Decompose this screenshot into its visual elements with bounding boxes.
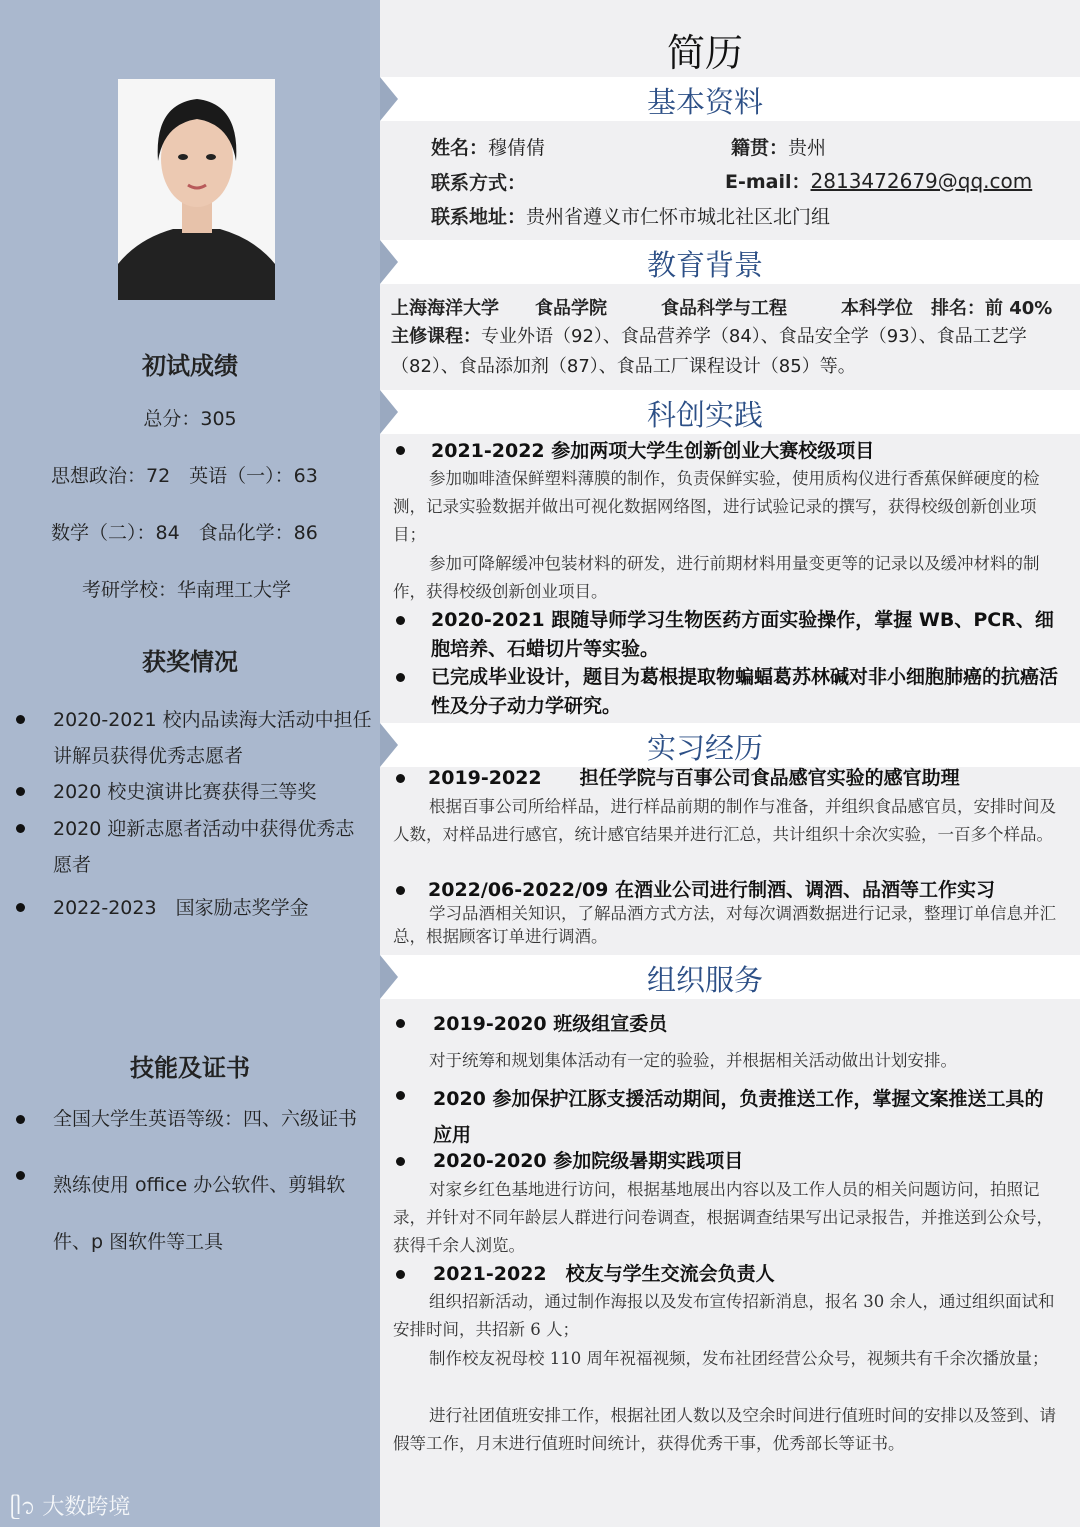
internship-desc-2: 学习品酒相关知识，了解品酒方式方法，对每次调酒数据进行记录，整理订单信息并汇总，根据顾客订单进行调酒。 (393, 904, 1056, 946)
exam-heading: 初试成绩 (142, 352, 238, 380)
portrait-illustration (118, 79, 275, 300)
service-desc-4a: 组织招新活动，通过制作海报以及发布宣传招新消息，报名 30 余人，通过组织面试和安排时间，共招新 6 人； (393, 1292, 1055, 1339)
skill-item: 熟练使用 office 办公软件、剪辑软件、p 图软件等工具 (53, 1174, 346, 1253)
education-courses (391, 322, 1071, 382)
award-item: 2020 校史演讲比赛获得三等奖 (53, 781, 317, 803)
service-item-2: 2020 参加保护江豚支援活动期间，负责推送工作，掌握文案推送工具的应用 (433, 1088, 1044, 1146)
internship-desc-1: 根据百事公司所给样品，进行样品前期的制作与准备，并组织食品感官员，安排时间及人数，对样品进行感官，统计感官结果并进行汇总，共计组织十余次实验，一百多个样品。 (393, 797, 1056, 844)
courses-value: 专业外语（92）、食品营养学（84）、食品安全学（93）、食品工艺学（82）、食品添加剂（87）、食品工厂课程设计（85）等。 (391, 326, 1027, 377)
research-desc-1: 参加咖啡渣保鲜塑料薄膜的制作，负责保鲜实验，使用质构仪进行香蕉保鲜硬度的检测，记录实验数据并做出可视化数据网络图，进行试验记录的撰写，获得校级创新创业项目； (393, 469, 1040, 544)
bullet-icon (396, 1091, 405, 1100)
research-item-2: 2020-2021 跟随导师学习生物医药方面实验操作，掌握 WB、PCR、细胞培养、石蜡切片等实验。 (431, 609, 1054, 660)
email-link[interactable]: 2813472679@qq.com (810, 169, 1033, 193)
bullet-icon (16, 1171, 25, 1180)
service-desc-4c: 进行社团值班安排工作，根据社团人数以及空余时间进行值班时间的安排以及签到、请假等工作，月末进行值班时间统计，获得优秀干事，优秀部长等证书。 (393, 1406, 1056, 1453)
email-row (725, 167, 1032, 194)
sidebar (0, 0, 380, 1527)
internship-item-1: 2019-2022 担任学院与百事公司食品感官实验的感官助理 (428, 767, 960, 789)
awards-heading: 获奖情况 (142, 648, 238, 676)
bullet-icon (396, 1270, 405, 1279)
research-item-1: 2021-2022 参加两项大学生创新创业大赛校级项目 (431, 440, 875, 462)
bullet-icon (396, 1157, 405, 1166)
profile-photo (118, 79, 275, 300)
origin-value: 贵州 (788, 137, 827, 159)
internship-heading: 实习经历 (646, 731, 763, 765)
service-item-4: 2021-2022 校友与学生交流会负责人 (433, 1263, 775, 1285)
watermark-text: 大数跨境 (42, 1495, 131, 1520)
watermark-logo-icon: ᥫ᭡ (10, 1495, 36, 1520)
bullet-icon (396, 774, 405, 783)
address-value: 贵州省遵义市仁怀市城北社区北门组 (526, 206, 831, 228)
bullet-icon (396, 1019, 405, 1028)
bullet-icon (396, 446, 405, 455)
origin-label: 籍贯： (731, 137, 789, 159)
service-item-3: 2020-2020 参加院级暑期实践项目 (433, 1150, 744, 1172)
education-heading: 教育背景 (646, 248, 763, 282)
address-row (431, 202, 830, 229)
name-label: 姓名： (431, 137, 489, 159)
name-value: 穆倩倩 (488, 137, 546, 159)
contact-row (431, 168, 526, 195)
contact-label: 联系方式： (431, 172, 527, 194)
skills-heading: 技能及证书 (130, 1054, 250, 1082)
exam-total: 总分：305 (143, 408, 237, 430)
skill-item: 全国大学生英语等级：四、六级证书 (53, 1108, 358, 1130)
service-item-1: 2019-2020 班级组宣委员 (433, 1013, 668, 1035)
award-item: 2022-2023 国家励志奖学金 (53, 897, 309, 919)
address-label: 联系地址： (431, 206, 527, 228)
resume-title: 简历 (666, 31, 743, 75)
bullet-icon (396, 886, 405, 895)
service-desc-4b: 制作校友祝母校 110 周年祝福视频，发布社团经营公众号，视频共有千余次播放量； (429, 1349, 1049, 1368)
exam-school: 考研学校：华南理工大学 (82, 579, 292, 601)
name-row (431, 133, 545, 160)
education-summary: 上海海洋大学 食品学院 食品科学与工程 本科学位 排名：前 40% (391, 298, 1053, 319)
bullet-icon (396, 673, 405, 682)
watermark (10, 1490, 130, 1530)
basic-heading: 基本资料 (646, 85, 763, 119)
internship-item-2: 2022/06-2022/09 在酒业公司进行制酒、调酒、品酒等工作实习 (428, 879, 996, 901)
award-item: 2020 迎新志愿者活动中获得优秀志愿者 (53, 818, 355, 876)
bullet-icon (16, 824, 25, 833)
service-desc-1: 对于统筹和规划集体活动有一定的验验，并根据相关活动做出计划安排。 (429, 1051, 957, 1070)
research-heading: 科创实践 (646, 398, 763, 432)
bullet-icon (16, 903, 25, 912)
exam-scores-2: 数学（二）：84 食品化学：86 (51, 522, 318, 544)
bullet-icon (16, 787, 25, 796)
research-desc-2: 参加可降解缓冲包装材料的研发，进行前期材料用量变更等的记录以及缓冲材料的制作，获得校级创新创业项目。 (393, 554, 1040, 601)
exam-scores-1: 思想政治：72 英语（一）：63 (51, 465, 318, 487)
research-item-3: 已完成毕业设计，题目为葛根提取物蝙蝠葛苏林碱对非小细胞肺癌的抗癌活性及分子动力学研究。 (431, 666, 1059, 717)
award-item: 2020-2021 校内品读海大活动中担任讲解员获得优秀志愿者 (53, 709, 372, 767)
service-heading: 组织服务 (646, 963, 763, 997)
email-label: E-mail： (725, 171, 811, 193)
courses-label: 主修课程： (391, 326, 481, 347)
bullet-icon (16, 1115, 25, 1124)
bullet-icon (16, 715, 25, 724)
service-desc-3: 对家乡红色基地进行访问，根据基地展出内容以及工作人员的相关问题访问，拍照记录，并针对不同年龄层人群进行问卷调查，根据调查结果写出记录报告，并推送到公众号，获得千余人浏览。 (393, 1180, 1053, 1255)
bullet-icon (396, 616, 405, 625)
origin-row (731, 133, 826, 160)
